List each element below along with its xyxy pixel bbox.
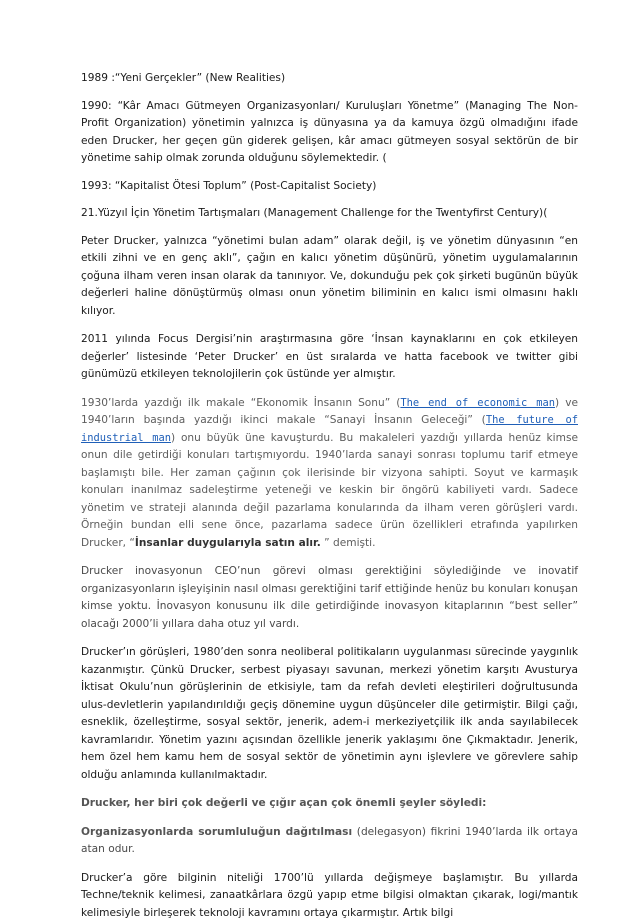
paragraph-new-realities: 1989 :“Yeni Gerçekler” (New Realities) xyxy=(81,70,578,88)
paragraph-articles xyxy=(81,395,578,553)
articles-emphasis-quote: İnsanlar duygularıyla satın alır. xyxy=(135,537,321,549)
articles-text-2: ) ve 1940’ların başında yazdığı ikinci makale “Sanayi İnsanın Geleceği” ( xyxy=(81,397,578,427)
paragraph-valuable-things: Drucker, her biri çok değerli ve çığır açan çok önemli şeyler söyledi: xyxy=(81,795,578,813)
paragraph-knowledge-nature: Drucker’a göre bilginin niteliği 1700’lü yıllarda değişmeye başlamıştır. Bu yıllarda Techne/teknik kelimesi, zanaatkârlara özgü yapıp etme bilgisi olmaktan çıkarak, logi/mantık kelimesiyle birleşerek teknoloji kavramını ortaya çıkarmıştır. Artık bilgi xyxy=(81,870,578,922)
paragraph-management-challenge: 21.Yüzyıl İçin Yönetim Tartışmaları (Management Challenge for the Twentyfirst Century)( xyxy=(81,205,578,223)
paragraph-focus-research: 2011 yılında Focus Dergisi’nin araştırmasına göre ‘İnsan kaynaklarını en çok etkileyen değerler’ listesinde ‘Peter Drucker’ en üst sıralarda ve hatta facebook ve twitter gibi günümüzü etkileyen teknolojilerin çok üstünde yer almıştır. xyxy=(81,331,578,384)
delegation-lead: Organizasyonlarda sorumluluğun dağıtılması xyxy=(81,826,352,838)
paragraph-delegation xyxy=(81,824,578,859)
link-end-of-economic-man[interactable]: The end of economic man xyxy=(400,397,555,409)
articles-text-3: ) onu büyük üne kavuşturdu. Bu makaleleri yazdığı yıllarda henüz kimse onun dile getirdiği konuları tartışmıyordu. 1940’larda sanayi sonrası toplumu tarif etmeye başlamıştı bile. Her zaman çağının çok ilerisinde bir vizyona sahipti. Soyut ve karmaşık konuları inanılmaz sadeleştirme yeteneği ve keskin bir öngörü kabiliyeti vardı. Sadece yönetim ve strateji alanında değil pazarlama konularında da ilham veren görüşleri vardı. Örneğin bundan elli sene önce, pazarlama sadece ürün özellikleri etrafında yapılırken Drucker, “ xyxy=(81,432,578,549)
delegation-rest: (delegasyon) fikrini 1940’larda ilk ortaya atan odur. xyxy=(81,826,578,856)
paragraph-drucker-intro: Peter Drucker, yalnızca “yönetimi bulan adam” olarak değil, iş ve yönetim dünyasının “en etkili zihni ve en genç aklı”, çağın en kalıcı yönetim düşünürü, yönetim uygulamalarının çoğuna ilham veren insan olarak da tanınıyor. Ve, dokunduğu pek çok şirketi bugünün büyük değerleri haline dönüştürmüş olması onun yönetim biliminin en kalıcı ismi olmasını haklı kılıyor. xyxy=(81,233,578,321)
paragraph-innovation: Drucker inovasyonun CEO’nun görevi olması gerektiğini söylediğinde ve inovatif organizasyonların işleyişinin nasıl olması gerektiğini tarif ettiğinde henüz bu konuları konuşan kimse yoktu. İnovasyon konusunu ilk dile getirdiğinde inovasyon kitaplarının “best seller” olacağı 2000’li yıllara daha otuz yıl vardı. xyxy=(81,563,578,633)
paragraph-non-profit: 1990: “Kâr Amacı Gütmeyen Organizasyonları/ Kuruluşları Yönetme” (Managing The Non-Profit Organization) yönetimin yalnızca iş dünyasına ya da kamuya özgü olmadığını ifade eden Drucker, her geçen gün giderek gelişen, kâr amacı gütmeyen sosyal sektörün de bir yönetime sahip olmak zorunda olduğunu söylemektedir. ( xyxy=(81,98,578,168)
paragraph-post-capitalist: 1993: “Kapitalist Ötesi Toplum” (Post-Capitalist Society) xyxy=(81,178,578,196)
link-future-of-industrial-man[interactable]: The future of industrial man xyxy=(81,414,578,444)
paragraph-neoliberal: Drucker’ın görüşleri, 1980’den sonra neoliberal politikaların uygulanması sürecinde yaygınlık kazanmıştır. Çünkü Drucker, serbest piyasayı savunan, merkezi yönetim karşıtı Avusturya İktisat Okulu’nun görüşlerinin de etkisiyle, tam da refah devleti eleştirileri doğrultusunda ulus-devletlerin yapılandırıldığı geçiş dönemine uygun düşünceler dile getirmiştir. Bilgi çağı, esneklik, özelleştirme, sosyal sektör, jenerik, adem-i merkeziyetçilik ilk anda sayılabilecek kavramlarıdır. Yönetim yazını açısından özellikle jenerik yaklaşımı öne Çıkmaktadır. Jenerik, hem özel hem kamu hem de sosyal sektör de yönetimin aynı işlevlere ve görevlere sahip olduğu anlamında kullanılmaktadır. xyxy=(81,644,578,784)
articles-text-4: ” demişti. xyxy=(321,537,376,549)
articles-text-1: 1930’larda yazdığı ilk makale “Ekonomik İnsanın Sonu” ( xyxy=(81,397,400,409)
